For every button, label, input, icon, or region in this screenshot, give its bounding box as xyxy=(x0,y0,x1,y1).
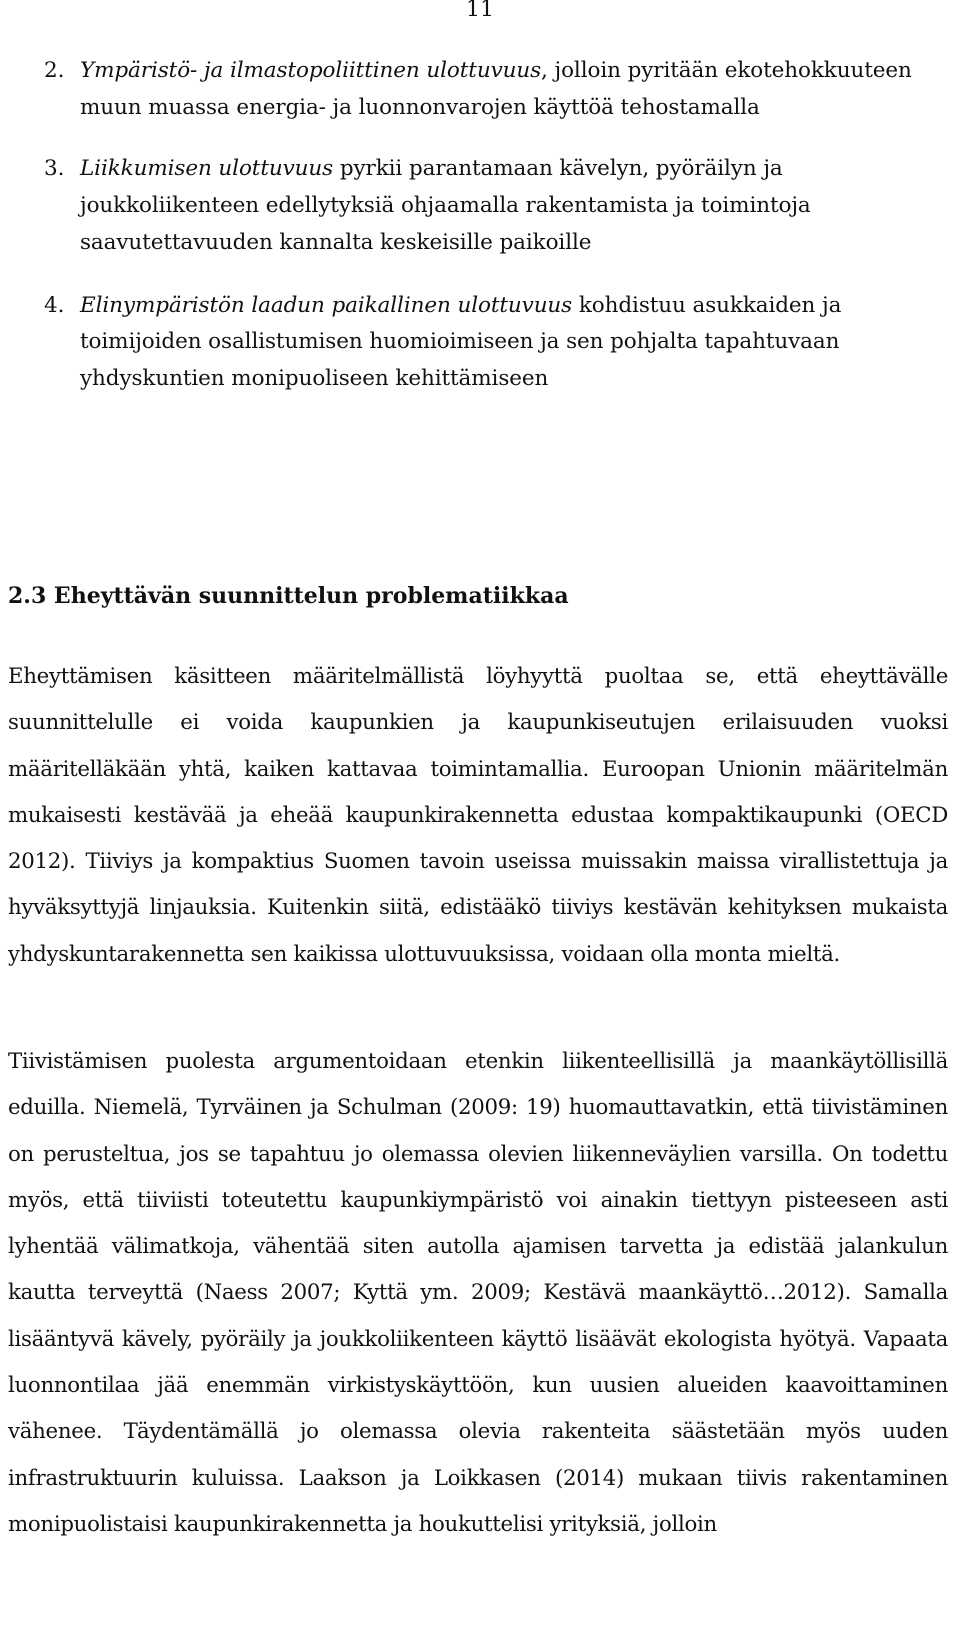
page-number: 11 xyxy=(466,0,494,22)
dimension-list xyxy=(44,53,934,398)
list-item-text: , jolloin pyritään ekotehokkuuteen muun muassa energia- ja luonnonvarojen käyttöä tehostamalla xyxy=(80,58,912,120)
list-item-number: 3. xyxy=(44,156,65,182)
list-item xyxy=(44,151,934,261)
list-item-number: 4. xyxy=(44,292,65,318)
list-item-term: Elinympäristön laadun paikallinen ulottuvuus xyxy=(80,292,573,318)
list-item-text: pyrkii parantamaan kävelyn, pyöräilyn ja joukkoliikenteen edellytyksiä ohjaamalla rakentamista ja toimintoja saavutettavuuden kannalta keskeisille paikoille xyxy=(80,156,811,255)
list-item-text: kohdistuu asukkaiden ja toimijoiden osallistumisen huomioimiseen ja sen pohjalta tapahtuvaan yhdyskuntien monipuoliseen kehittämiseen xyxy=(80,292,842,391)
section-heading: 2.3 Eheyttävän suunnittelun problematiikkaa xyxy=(8,583,569,609)
list-item-term: Liikkumisen ulottuvuus xyxy=(80,156,334,182)
list-item xyxy=(44,53,934,126)
list-item xyxy=(44,288,934,398)
list-item-term: Ympäristö- ja ilmastopoliittinen ulottuvuus xyxy=(80,58,542,83)
body-paragraph: Eheyttämisen käsitteen määritelmällistä löyhyyttä puoltaa se, että eheyttävälle suunnittelulle ei voida kaupunkien ja kaupunkiseutujen erilaisuuden vuoksi määritelläkään yhtä, kaiken kattavaa toimintamallia. Euroopan Unionin määritelmän mukaisesti kestävää ja eheää kaupunkirakennetta edustaa kompaktikaupunki (OECD 2012). Tiiviys ja kompaktius Suomen tavoin useissa muissakin maissa virallistettuja ja hyväksyttyjä linjauksia. Kuitenkin siitä, edistääkö tiiviys kestävän kehityksen mukaista yhdyskuntarakennetta sen kaikissa ulottuvuuksissa, voidaan olla monta mieltä. xyxy=(8,664,948,967)
body-paragraph: Tiivistämisen puolesta argumentoidaan etenkin liikenteellisillä ja maankäytöllisillä eduilla. Niemelä, Tyrväinen ja Schulman (2009: 19) huomauttavatkin, että tiivistäminen on perusteltua, jos se tapahtuu jo olemassa olevien liikenneväylien varsilla. On todettu myös, että tiiviisti toteutettu kaupunkiympäristö voi ainakin tiettyyn pisteeseen asti lyhentää välimatkoja, vähentää siten autolla ajamisen tarvetta ja edistää jalankulun kautta terveyttä (Naess 2007; Kyttä ym. 2009; Kestävä maankäyttö…2012). Samalla lisääntyvä kävely, pyöräily ja joukkoliikenteen käyttö lisäävät ekologista hyötyä. Vapaata luonnontilaa jää enemmän virkistyskäyttöön, kun uusien alueiden kaavoittaminen vähenee. Täydentämällä jo olemassa olevia rakenteita säästetään myös uuden infrastruktuurin kuluissa. Laakson ja Loikkasen (2014) mukaan tiivis rakentaminen monipuolistaisi kaupunkirakennetta ja houkuttelisi yrityksiä, jolloin xyxy=(8,1049,948,1537)
list-item-number: 2. xyxy=(44,58,65,83)
